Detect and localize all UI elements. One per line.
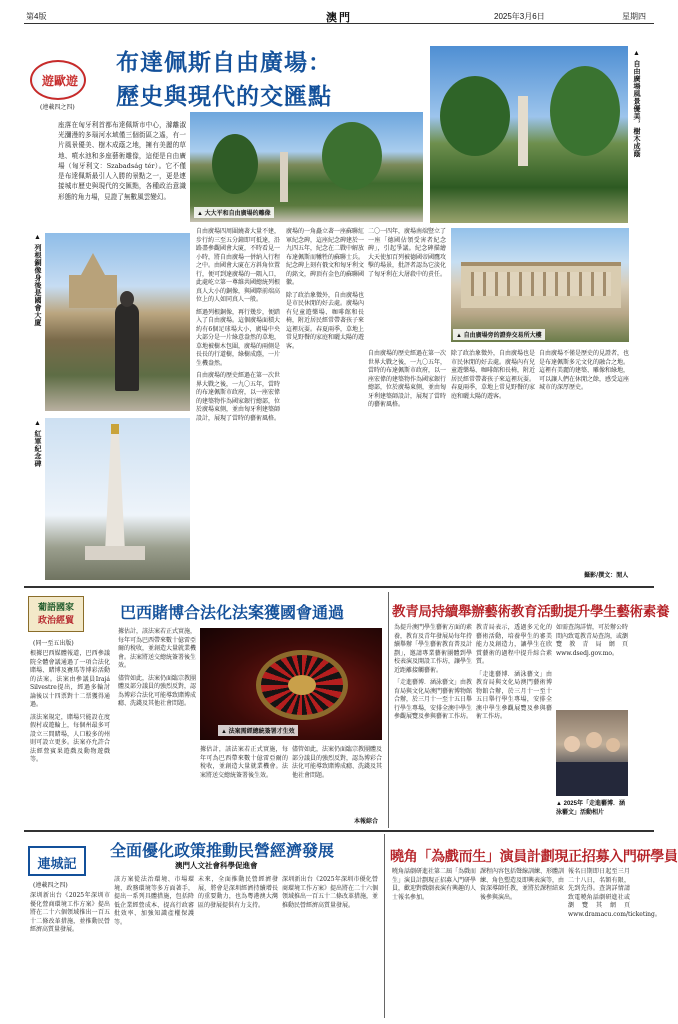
travel-badge [30, 60, 86, 100]
brazil-para-4: 儘管如此，法案仍面臨宗教團體及部分議員的強烈反對，認為博彩合法化可能導致賭博成癮、洗錢及其他社會問題。 [118, 674, 197, 708]
feature-para-7: 自由廣場的歷史經過在第一次世界大戰之後，一九〇五年，當時的布達佩斯市政府，以一座宏偉的建築物作為國家銀行總部，位於廣場東側，並由匈牙利建築師設計，展現了當時的藝術風格。 [368, 350, 447, 409]
arts-body-col2 [476, 624, 552, 824]
feature-title-line1: 布達佩斯自由廣場： [116, 49, 332, 76]
photo-caption-right: ▲ 自由廣場風景優美，樹木成蔭 [633, 50, 640, 158]
drama-body-col3 [568, 868, 661, 1016]
brazil-para-1: 根據巴西媒體報道，巴西參議院全體會議通過了一項合法化賭場、賭博及賽馬等博彩活動的法案。法案由參議員Irajá Silvestre提出，經過多輪討論後以十四票對十二票獲得通過。 [30, 650, 110, 709]
feature-para-4: 廣場的一角矗立著一座蘇聯紅軍紀念碑，這座紀念碑建於一九四五年，紀念在二戰中解放布達佩斯而犧牲的蘇聯士兵。紀念碑上刻有俄文和匈牙利文的銘文，碑頂有金色的蘇聯國徽。 [286, 228, 365, 287]
feature-title-line2: 歷史與現代的交匯點 [116, 83, 332, 110]
drama-para-3: 報名日期即日起至三月二十八日，名額有限，先到先得。查詢詳情請致電曉角話劇研進社或瀏覽其網頁www.dramacu.com/ticketing。 [568, 868, 661, 918]
shenzhen-headline: 全面優化政策推動民營經濟發展 [110, 841, 335, 860]
issue-date: 2025年3月6日 [494, 12, 545, 21]
photo-caption-exchange: ▲ 自由廣場旁的證券交易所大樓 [453, 329, 545, 340]
photo-roulette [200, 628, 382, 740]
photo-caption-memorial: ▲ 紅軍紀念碑 [34, 420, 41, 468]
feature-body-col1 [196, 228, 280, 578]
photo-caption-arts: ▲ 2025年「走進藝博．涵泳藝文」活動相片 [556, 801, 625, 816]
shenzhen-para-4: 深圳新出台《2025年深圳市優化營商環境工作方案》提出將在二十六個領域推出一百五十二條改革措施，並推動民營經濟高質量發展。 [282, 876, 379, 909]
arts-body-col1 [394, 624, 472, 824]
series-note: (連載四之四) [40, 104, 75, 111]
feature-para-9: 自由廣場不僅是歷史的見證者，也是布達佩斯多元文化的融合之地。這裡有美麗的建築、雕像和綠地，可以讓人們在休閒之餘，感受這座城市的深厚歷史。 [539, 350, 630, 392]
lusophone-badge-line1: 葡語國家 [37, 603, 74, 613]
brazil-body-col3 [200, 746, 288, 824]
photo-stock-exchange [451, 228, 629, 342]
shenzhen-body-col2 [114, 876, 194, 1016]
city-column-badge [28, 846, 86, 876]
arts-para-5: 如需查詢詳情，可於辦公時間內致電教青局查詢，或瀏覽教青局網頁www.dsedj.gov.mo。 [556, 624, 629, 657]
photo-caption-roulette: ▲ 法案需經總統簽署才生效 [218, 725, 298, 736]
column-rule-2 [384, 834, 385, 1018]
brazil-para-3: 據估計，該法案若正式實施，每年可為巴西帶來數十億雷亞爾的稅收，並創造大量就業機會。法案將送交總統簽署後生效。 [118, 628, 197, 670]
feature-body-col6 [539, 350, 629, 570]
feature-body-col3 [368, 228, 446, 348]
drama-body-col2 [480, 868, 564, 1016]
arts-headline: 教青局持續舉辦藝術教育活動提升學生藝術素養 [392, 604, 670, 620]
feature-para-1: 自由廣場四周圍繞著大量不建，步行約三至五分鐘即可抵達，沿路盡參觀國會大廈，不時看見一小時，將自由廣場一併納入行程之中。由國會大廈在方斜角位置行，便可到達廣場的一隅入口，此處屹立第一尊維共國總統列根真人大小的銅像，與國際前端高位上的人如同真人一般。 [196, 228, 281, 304]
feature-body-col2 [286, 228, 364, 578]
newspaper-logo: 澳門 [326, 12, 352, 24]
column-rule [388, 592, 389, 828]
feature-body-col5 [451, 350, 535, 578]
feature-credit: 攝影/撰文：閒人 [584, 572, 629, 579]
feature-lede: 座落在匈牙利首都布達佩斯市中心，滌離淑光瀰漫的多瑙河水域僅三個街區之遙，有一片風景優美、樹木成蔭之地，擁有美麗的草地、噴水池和多座藝術雕像，這便是自由廣場（匈牙利文：Szabadság tér）。它不僅是布達佩斯最引人入勝的景點之一，更是連接城市歷史與現代的交匯點，各種政治意識形態的角力場，見證了無數風雲變幻。 [58, 121, 186, 201]
photo-caption-left: ▲ 列根銅像身後是國會大廈 [34, 234, 41, 327]
section-divider-1 [24, 586, 654, 588]
photo-arts-activity [556, 710, 628, 796]
feature-para-8: 除了政治象徵外，自由廣場也是市民休閒的好去處。廣場內有兒童遊樂場、咖啡館和長椅，附近居民經常帶著孩子來這裡玩耍。春夏兩季，草地上常見野餐的家庭和曬太陽的遊客。 [451, 350, 536, 400]
lusophone-badge [28, 596, 84, 632]
masthead [24, 10, 654, 24]
feature-para-6: 二〇一四年，廣場南端豎立了一座「德國佔領受害者紀念碑」，引起爭議。紀念碑描繪大天使加百列被德國帝國鷹攻擊的場景，批評者認為它淡化了匈牙利在大屠殺中的責任。 [368, 228, 447, 278]
shenzhen-body-col4 [282, 876, 378, 1016]
brazil-body-col4 [292, 746, 382, 816]
arts-para-3: 教青局表示，透過多元化的藝術活動，培養學生的審美能力及創造力，讓學生在欣賞藝術的過程中提升綜合素質。 [476, 624, 552, 666]
brazil-body-col2 [118, 628, 196, 824]
arts-body-col3 [556, 624, 628, 708]
photo-reagan-statue [45, 233, 190, 411]
arts-para-1: 為提升澳門學生藝術方面的素養，教育及青年發展局每年持續舉辦「學生藝術教育普及計劃」，邀請專業藝術團體到學校表演及開設工作坊，讓學生近距離接觸藝術。 [394, 624, 473, 674]
arts-para-4: 「走進藝博．涵泳藝文」由教育局與文化局澳門藝術博物館合辦，於三月十一至十五日舉行學生專場，安排全澳中學生參觀展覽及參與藝術工作坊。 [476, 670, 552, 721]
brazil-para-6: 儘管如此，法案仍面臨宗教團體及部分議員的強烈反對，認為博彩合法化可能導致賭博成癮、洗錢及其他社會問題。 [292, 746, 383, 779]
drama-para-1: 曉角話劇研進社第二屆「為戲而生」演員計劃現正招募入門研學員，歡迎對戲劇表演有興趣的人士報名參加。 [392, 868, 477, 901]
brazil-headline: 巴西賭博合法化法案獲國會通過 [120, 603, 345, 622]
feature-para-2: 經過列根銅像，再行幾步，便踏入了自由廣場。這個廣場面積大約有6個足球場大小，廣場中央大部分是一片綠意盎然的草地，草地被樹木包圍，廣場的兩側是長長的行道樹，綠樹成蔭，一片生機盎然。 [196, 308, 281, 367]
photo-square-trees [190, 112, 423, 222]
arts-para-2: 「走進藝博．涵泳藝文」由教育局與文化局澳門藝術博物館合辦，於三月十一至十五日舉行學生專場，安排全澳中學生參觀展覽及參與藝術工作坊。 [394, 679, 473, 721]
feature-para-3: 自由廣場的歷史經過在第一次世界大戰之後，一九〇五年，當時的布達佩斯市政府，以一座宏偉的建築物作為國家銀行總部，位於廣場東側，並由匈牙利建築師設計，展現了當時的藝術風格。 [196, 372, 281, 422]
drama-para-2: 課程內容包括聲線訓練、形體訓練、角色塑造及即興表演等，由資深導師任教，並將於課程結束後參與演出。 [480, 868, 565, 901]
brazil-credit: 本報綜合 [354, 818, 379, 825]
shenzhen-body-col3 [198, 876, 278, 1016]
drama-body-col1 [392, 868, 476, 1016]
photo-caption-top: ▲ 大大平和自由廣場的雕像 [194, 207, 274, 218]
lusophone-badge-sub: (同一至五出版) [33, 640, 74, 647]
photo-red-army-memorial [45, 418, 190, 580]
page-number: 第4版 [26, 12, 47, 21]
shenzhen-para-2: 該方案從法治環境、市場環境、政務環境等多方面著手，提出一系列具體措施，包括降低企業經營成本、提高行政審批效率、加強知識產權保護等。 [114, 876, 194, 926]
shenzhen-para-3: 未來，全面推動民營經濟發展，將會是深圳經濟持續增長的重要動力，也為粵港澳大灣區的發展提供有力支持。 [198, 876, 278, 909]
travel-badge-text: 遊歐遊 [41, 74, 78, 88]
photo-square-scenery [430, 46, 628, 223]
drama-headline: 曉角「為戲而生」演員計劃現正招募入門研學員 [390, 849, 678, 865]
city-column-badge-text: 連城記 [37, 857, 77, 872]
brazil-body-col1 [30, 650, 110, 825]
shenzhen-body-col1 [30, 892, 110, 1016]
shenzhen-para-1: 深圳新出台《2025年深圳市優化營商環境工作方案》提出將在二十六個領域推出一百五十二條改革措施，並推動民營經濟高質量發展。 [30, 892, 110, 934]
weekday: 星期四 [622, 12, 646, 21]
brazil-para-2: 該法案規定，賭場只能設在度假村或遊輪上，每個州最多可設立三間賭場，人口較多的州則可設立更多。法案亦允許合法經營賓果遊戲及動物遊戲等。 [30, 713, 110, 764]
feature-para-5: 除了政治象徵外，自由廣場也是市民休閒的好去處。廣場內有兒童遊樂場、咖啡館和長椅，附近居民經常帶著孩子來這裡玩耍。春夏兩季，草地上常見野餐的家庭和曬太陽的遊客。 [286, 291, 365, 350]
shenzhen-author: 澳門人文社會科學促進會 [175, 861, 258, 870]
section-divider-2 [24, 830, 654, 832]
brazil-para-5: 據估計，該法案若正式實施，每年可為巴西帶來數十億雷亞爾的稅收，並創造大量就業機會。法案將送交總統簽署後生效。 [200, 746, 288, 779]
lusophone-badge-line2: 政治經貿 [37, 616, 74, 626]
feature-body-col4 [368, 350, 446, 578]
city-column-sub: (連載四之四) [33, 882, 68, 889]
